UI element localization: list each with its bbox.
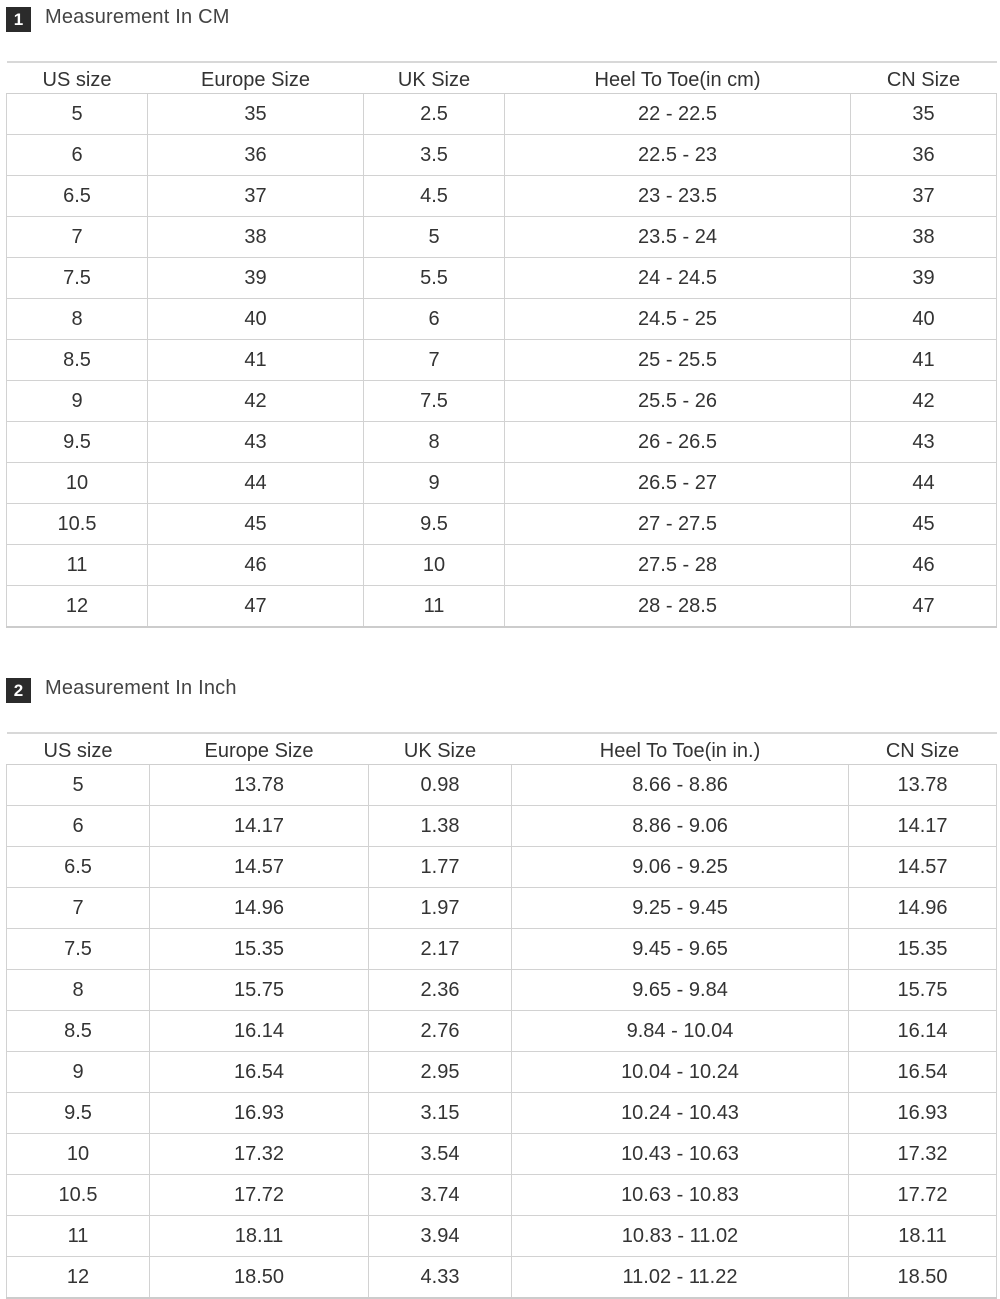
table-cell: 0.98 [369,765,512,806]
table-row [7,847,997,888]
table-cell: 6 [7,806,150,847]
table-cell: 18.50 [150,1257,369,1299]
table-cell: 14.57 [849,847,997,888]
section-title: Measurement In CM [45,6,230,28]
table-row [7,1134,997,1175]
table-row [7,504,997,545]
table-cell: 14.17 [150,806,369,847]
table-cell: 18.11 [150,1216,369,1257]
table-cell: 14.96 [849,888,997,929]
table-cell: 2.76 [369,1011,512,1052]
table-cell: 15.35 [150,929,369,970]
table-cell: 7 [364,340,505,381]
table-cell: 41 [148,340,364,381]
table-cell: 17.32 [150,1134,369,1175]
table-cell: 35 [148,94,364,135]
table-cell: 4.33 [369,1257,512,1299]
table-cell: 8.5 [7,340,148,381]
table-cell: 22 - 22.5 [505,94,851,135]
table-cell: 8.5 [7,1011,150,1052]
table-cell: 9.5 [364,504,505,545]
table-cell: 10 [7,1134,150,1175]
table-cell: 11.02 - 11.22 [512,1257,849,1299]
table-row [7,299,997,340]
table-cell: 23.5 - 24 [505,217,851,258]
table-cell: 18.50 [849,1257,997,1299]
section-number-badge: 2 [6,678,31,703]
table-cell: 3.54 [369,1134,512,1175]
table-cell: 15.75 [150,970,369,1011]
table-cell: 36 [148,135,364,176]
table-cell: 46 [851,545,997,586]
table-cell: 3.5 [364,135,505,176]
table-cell: 8.66 - 8.86 [512,765,849,806]
table-cell: 26.5 - 27 [505,463,851,504]
size-table-cm [6,61,997,628]
table-row [7,1093,997,1134]
table-cell: 2.36 [369,970,512,1011]
table-row [7,422,997,463]
table-cell: 43 [851,422,997,463]
table-cell: 9.5 [7,422,148,463]
table-cell: 8 [7,970,150,1011]
table-cell: 10.04 - 10.24 [512,1052,849,1093]
table-cell: 12 [7,1257,150,1299]
table-row [7,381,997,422]
table-cell: 27 - 27.5 [505,504,851,545]
column-header: CN Size [849,733,997,765]
table-cell: 46 [148,545,364,586]
table-cell: 22.5 - 23 [505,135,851,176]
table-cell: 23 - 23.5 [505,176,851,217]
table-cell: 9.84 - 10.04 [512,1011,849,1052]
table-header-row [7,62,997,94]
section-inch [0,671,1000,1288]
table-cell: 2.95 [369,1052,512,1093]
table-cell: 9 [7,1052,150,1093]
table-cell: 16.54 [150,1052,369,1093]
table-cell: 7.5 [364,381,505,422]
table-cell: 6 [364,299,505,340]
table-cell: 25 - 25.5 [505,340,851,381]
table-cell: 16.93 [849,1093,997,1134]
table-cell: 27.5 - 28 [505,545,851,586]
table-cell: 9.45 - 9.65 [512,929,849,970]
table-row [7,806,997,847]
column-header: US size [7,62,148,94]
table-row [7,545,997,586]
table-cell: 10.24 - 10.43 [512,1093,849,1134]
table-cell: 40 [148,299,364,340]
table-cell: 17.32 [849,1134,997,1175]
table-cell: 12 [7,586,148,628]
table-cell: 47 [851,586,997,628]
table-cell: 1.77 [369,847,512,888]
column-header: UK Size [369,733,512,765]
table-cell: 37 [851,176,997,217]
table-row [7,94,997,135]
table-cell: 16.93 [150,1093,369,1134]
table-cell: 3.74 [369,1175,512,1216]
table-cell: 5.5 [364,258,505,299]
table-cell: 5 [7,765,150,806]
table-row [7,765,997,806]
table-cell: 17.72 [849,1175,997,1216]
table-cell: 44 [148,463,364,504]
table-cell: 9.06 - 9.25 [512,847,849,888]
table-cell: 9.25 - 9.45 [512,888,849,929]
table-cell: 44 [851,463,997,504]
table-cell: 9 [7,381,148,422]
table-row [7,1011,997,1052]
table-cell: 4.5 [364,176,505,217]
table-cell: 8.86 - 9.06 [512,806,849,847]
table-cell: 14.57 [150,847,369,888]
table-row [7,176,997,217]
table-cell: 9 [364,463,505,504]
table-row [7,340,997,381]
table-cell: 42 [148,381,364,422]
table-cell: 43 [148,422,364,463]
table-cell: 24.5 - 25 [505,299,851,340]
table-row [7,217,997,258]
column-header: Heel To Toe(in cm) [505,62,851,94]
table-row [7,1175,997,1216]
table-row [7,1257,997,1299]
table-cell: 38 [148,217,364,258]
table-cell: 5 [7,94,148,135]
table-cell: 6.5 [7,847,150,888]
table-cell: 6 [7,135,148,176]
table-cell: 1.38 [369,806,512,847]
table-cell: 41 [851,340,997,381]
table-cell: 11 [7,545,148,586]
table-header-row [7,733,997,765]
table-cell: 39 [851,258,997,299]
table-cell: 7 [7,888,150,929]
table-row [7,135,997,176]
table-row [7,888,997,929]
table-cell: 25.5 - 26 [505,381,851,422]
table-row [7,929,997,970]
column-header: US size [7,733,150,765]
table-cell: 15.35 [849,929,997,970]
table-cell: 13.78 [849,765,997,806]
table-cell: 16.14 [849,1011,997,1052]
table-cell: 11 [7,1216,150,1257]
table-cell: 15.75 [849,970,997,1011]
table-row [7,258,997,299]
table-cell: 17.72 [150,1175,369,1216]
table-cell: 37 [148,176,364,217]
column-header: Heel To Toe(in in.) [512,733,849,765]
table-cell: 5 [364,217,505,258]
table-cell: 24 - 24.5 [505,258,851,299]
table-cell: 40 [851,299,997,340]
table-cell: 36 [851,135,997,176]
column-header: CN Size [851,62,997,94]
column-header: Europe Size [150,733,369,765]
table-row [7,463,997,504]
table-cell: 42 [851,381,997,422]
table-cell: 8 [364,422,505,463]
table-cell: 39 [148,258,364,299]
table-cell: 3.15 [369,1093,512,1134]
table-cell: 7.5 [7,258,148,299]
table-cell: 3.94 [369,1216,512,1257]
table-row [7,1052,997,1093]
table-cell: 16.54 [849,1052,997,1093]
table-row [7,1216,997,1257]
section-title: Measurement In Inch [45,677,237,699]
table-cell: 14.17 [849,806,997,847]
table-cell: 16.14 [150,1011,369,1052]
table-cell: 8 [7,299,148,340]
table-cell: 2.5 [364,94,505,135]
table-cell: 18.11 [849,1216,997,1257]
table-cell: 28 - 28.5 [505,586,851,628]
table-cell: 14.96 [150,888,369,929]
table-cell: 10 [364,545,505,586]
table-cell: 45 [851,504,997,545]
table-cell: 10.63 - 10.83 [512,1175,849,1216]
table-cell: 9.65 - 9.84 [512,970,849,1011]
table-cell: 10.5 [7,504,148,545]
table-cell: 26 - 26.5 [505,422,851,463]
table-cell: 10.5 [7,1175,150,1216]
section-cm [0,0,1000,617]
table-cell: 7.5 [7,929,150,970]
section-number-badge: 1 [6,7,31,32]
table-cell: 11 [364,586,505,628]
table-cell: 45 [148,504,364,545]
table-cell: 1.97 [369,888,512,929]
table-cell: 7 [7,217,148,258]
table-cell: 47 [148,586,364,628]
table-cell: 2.17 [369,929,512,970]
table-cell: 35 [851,94,997,135]
table-cell: 9.5 [7,1093,150,1134]
size-table-inch [6,732,997,1299]
column-header: UK Size [364,62,505,94]
table-row [7,586,997,628]
section-header [0,671,1000,711]
table-cell: 6.5 [7,176,148,217]
table-cell: 10 [7,463,148,504]
table-cell: 10.43 - 10.63 [512,1134,849,1175]
table-cell: 38 [851,217,997,258]
table-row [7,970,997,1011]
column-header: Europe Size [148,62,364,94]
section-header [0,0,1000,40]
table-cell: 10.83 - 11.02 [512,1216,849,1257]
table-cell: 13.78 [150,765,369,806]
